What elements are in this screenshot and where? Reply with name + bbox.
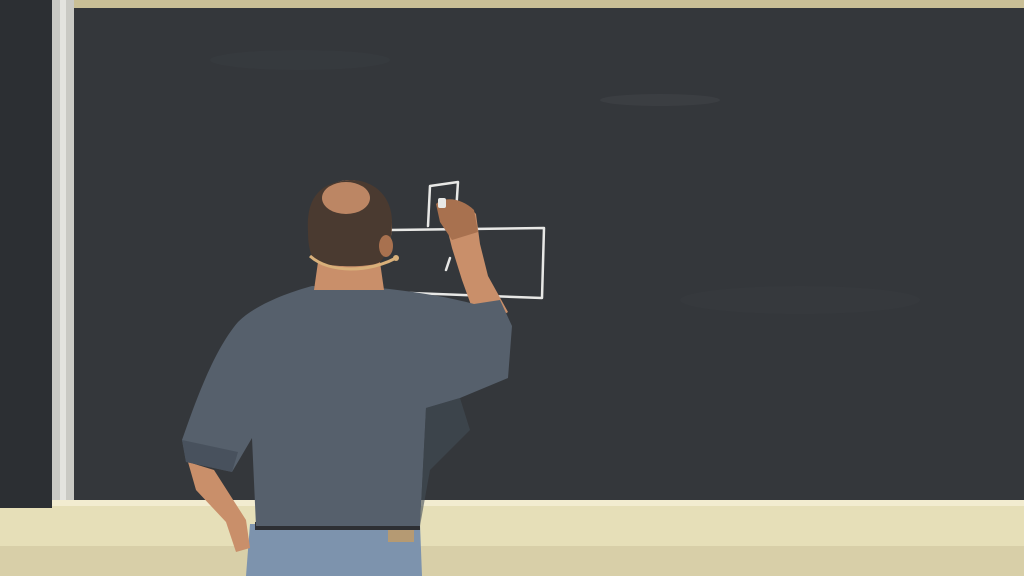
board-frame-highlight: [60, 0, 66, 526]
bald-spot: [322, 182, 370, 214]
chalk-smudge: [680, 286, 920, 314]
chalk-smudge: [210, 50, 390, 70]
chalk-tray-left: [0, 508, 60, 548]
chalk-smudge: [600, 94, 720, 106]
chalk-tray-lip: [52, 500, 1024, 506]
headset-mic: [393, 255, 399, 261]
lower-wall: [0, 546, 1024, 576]
chalk-piece: [438, 198, 446, 208]
ear: [379, 235, 393, 257]
left-board-panel: [0, 0, 56, 512]
jeans-patch: [388, 530, 414, 542]
chalk-tray: [52, 500, 1024, 546]
